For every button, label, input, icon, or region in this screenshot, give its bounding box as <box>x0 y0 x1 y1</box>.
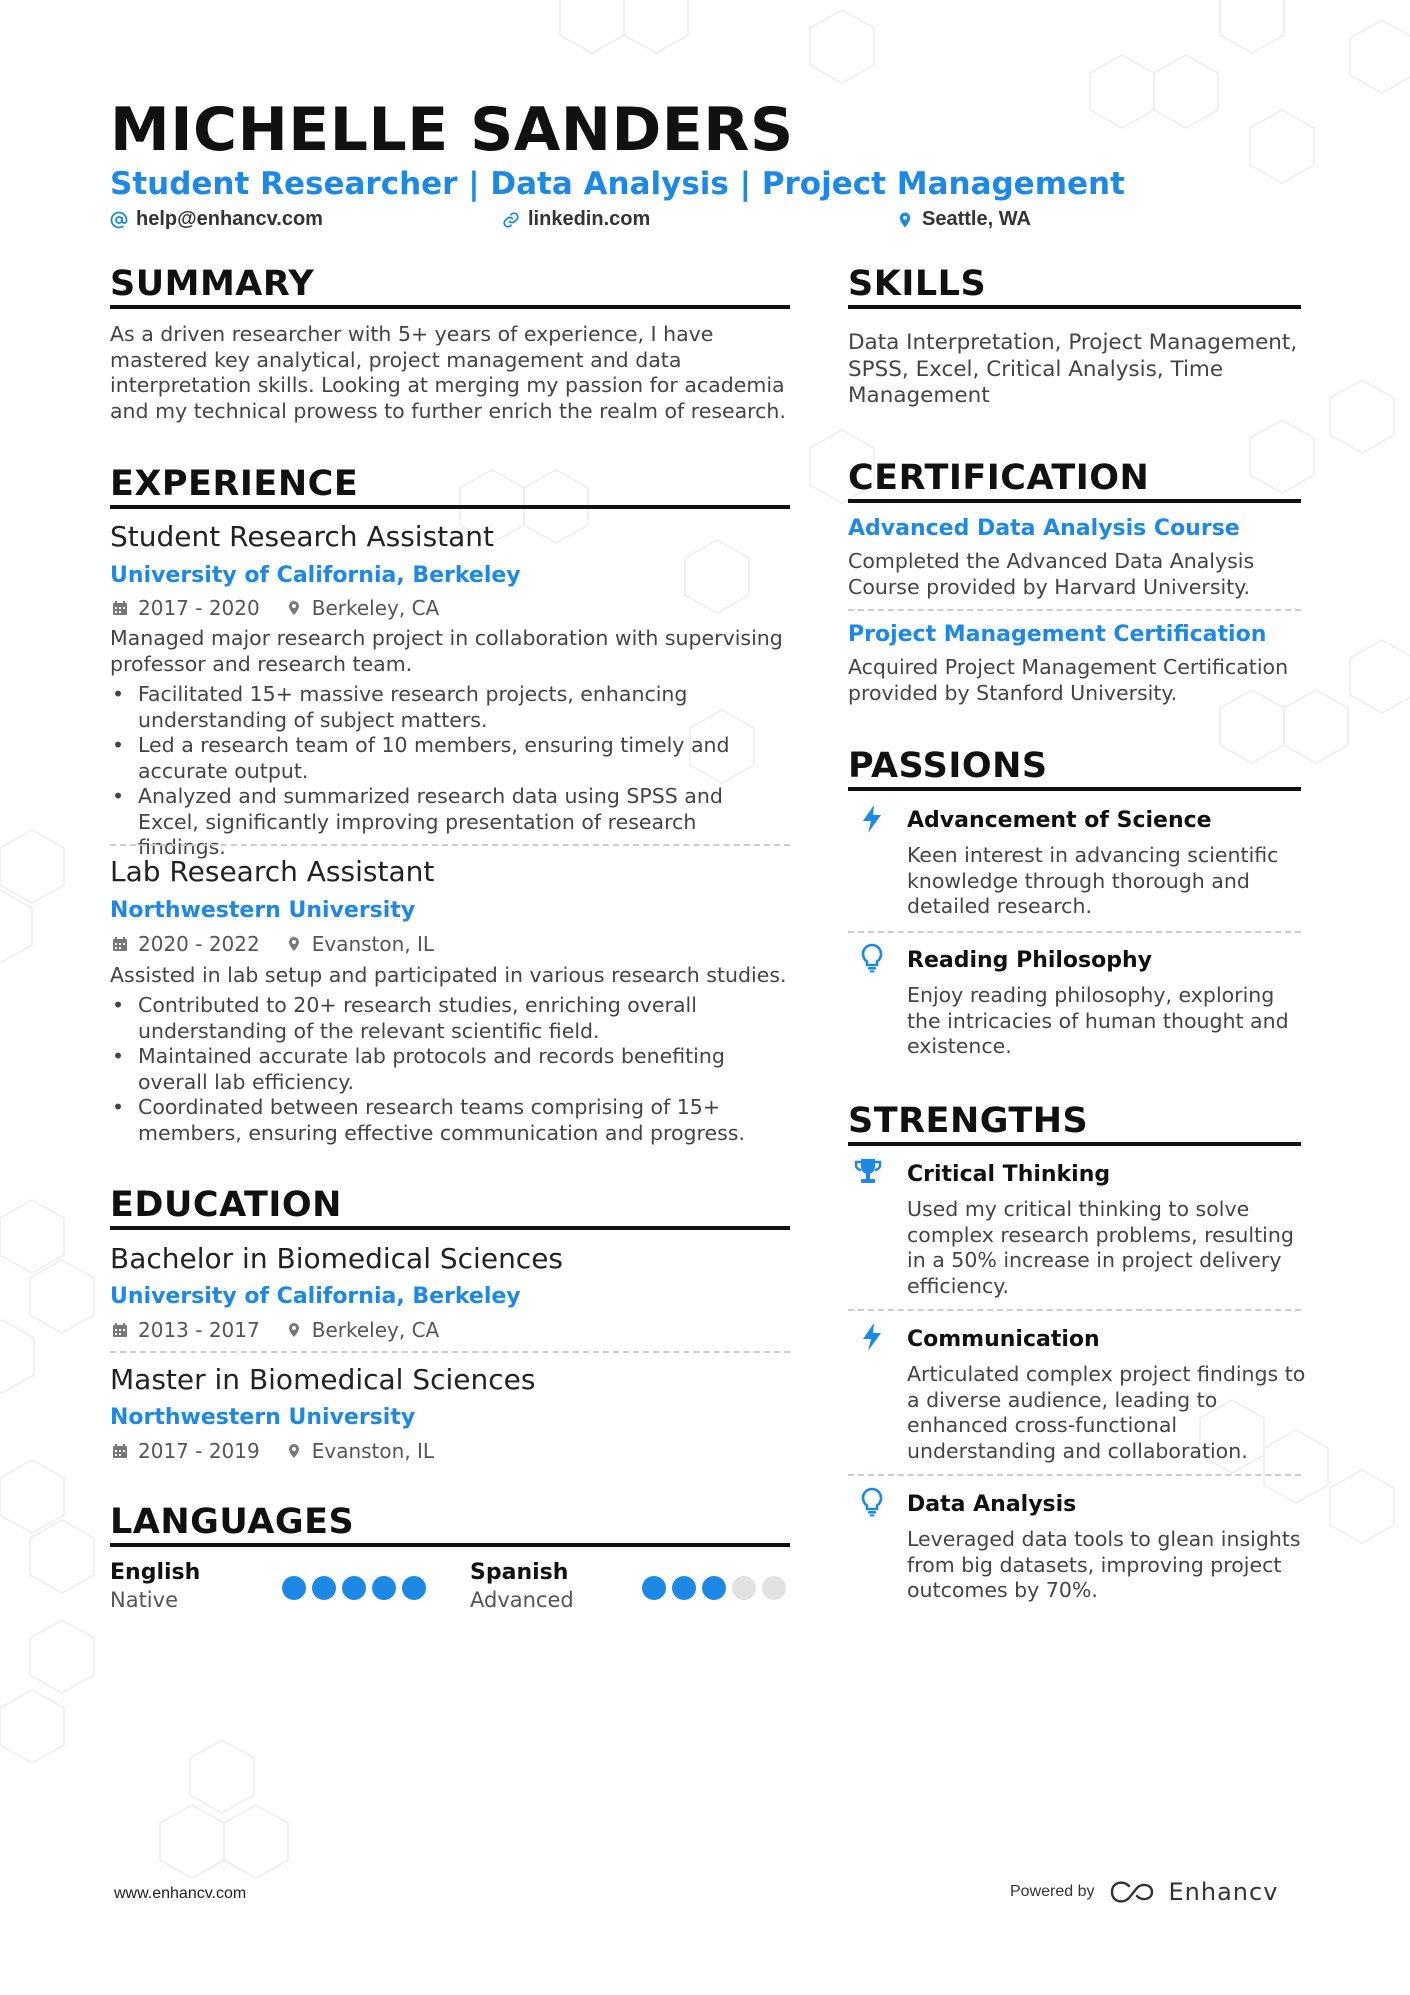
certification-title: CERTIFICATION <box>848 458 1150 498</box>
education-location: Berkeley, CA <box>311 1318 440 1342</box>
experience-dates: 2020 - 2022 <box>138 932 260 956</box>
location-contact <box>896 208 1031 231</box>
calendar-icon <box>112 936 128 952</box>
language-name: English <box>110 1560 201 1585</box>
passions-title: PASSIONS <box>848 746 1048 786</box>
map-pin-icon <box>286 1322 302 1338</box>
education-dates: 2017 - 2019 <box>138 1439 260 1463</box>
calendar-icon <box>112 600 128 616</box>
map-pin-icon <box>286 600 302 616</box>
rating-dot-filled <box>672 1576 696 1600</box>
divider <box>110 1351 790 1353</box>
email-contact[interactable] <box>110 208 323 231</box>
rating-dot-filled <box>402 1576 426 1600</box>
rating-dot-empty <box>732 1576 756 1600</box>
experience-bullets <box>110 682 790 861</box>
skills-rule <box>848 305 1301 309</box>
summary-title: SUMMARY <box>110 264 315 304</box>
passions-rule <box>848 787 1301 791</box>
experience-rule <box>110 505 790 509</box>
map-pin-icon <box>286 1443 302 1459</box>
education-meta <box>112 1439 434 1463</box>
strength-title: Communication <box>907 1327 1100 1352</box>
language-level: Native <box>110 1588 178 1612</box>
education-degree: Master in Biomedical Sciences <box>110 1363 536 1396</box>
rating-dot-filled <box>702 1576 726 1600</box>
rating-dot-filled <box>342 1576 366 1600</box>
languages-rule <box>110 1543 790 1547</box>
location-text: Seattle, WA <box>922 208 1031 230</box>
passion-title: Reading Philosophy <box>907 948 1153 973</box>
calendar-icon <box>112 1443 128 1459</box>
language-rating <box>282 1576 426 1600</box>
education-meta <box>112 1318 439 1342</box>
link-icon <box>502 211 520 229</box>
language-level: Advanced <box>470 1588 574 1612</box>
passion-text: Enjoy reading philosophy, exploring the intricacies of human thought and existence. <box>907 983 1289 1058</box>
rating-dot-filled <box>372 1576 396 1600</box>
certification-item-text: Completed the Advanced Data Analysis Course provided by Harvard University. <box>848 549 1255 599</box>
powered-by-text: Powered by <box>1010 1883 1095 1900</box>
language-rating <box>642 1576 786 1600</box>
skills-text: Data Interpretation, Project Management, SPSS, Excel, Critical Analysis, Time Management <box>848 330 1298 408</box>
experience-location: Berkeley, CA <box>311 596 440 620</box>
strengths-title: STRENGTHS <box>848 1101 1089 1141</box>
divider <box>848 1474 1301 1476</box>
rating-dot-filled <box>642 1576 666 1600</box>
certification-item-text: Acquired Project Management Certification provided by Stanford University. <box>848 655 1289 705</box>
strength-title: Data Analysis <box>907 1492 1077 1517</box>
bullet-item: • Led a research team of 10 members, ensuring timely and accurate output. <box>110 733 790 784</box>
strength-text: Articulated complex project findings to a diverse audience, leading to enhanced cross-functional understanding and collaboration. <box>907 1362 1306 1463</box>
experience-description: Managed major research project in collaboration with supervising professor and research team. <box>110 626 783 676</box>
education-dates: 2013 - 2017 <box>138 1318 260 1342</box>
strengths-rule <box>848 1142 1301 1146</box>
bullet-item: • Facilitated 15+ massive research projects, enhancing understanding of subject matters. <box>110 682 790 733</box>
lightning-icon <box>856 1321 888 1353</box>
divider <box>848 609 1301 611</box>
strength-title: Critical Thinking <box>907 1162 1111 1187</box>
passion-text: Keen interest in advancing scientific knowledge through thorough and detailed research. <box>907 843 1279 918</box>
education-title: EDUCATION <box>110 1185 342 1225</box>
footer-website[interactable]: www.enhancv.com <box>114 1885 247 1902</box>
experience-meta <box>112 596 439 620</box>
experience-bullets <box>110 993 790 1146</box>
at-icon <box>110 211 128 229</box>
brand-name: Enhancv <box>1168 1878 1279 1906</box>
strength-text: Used my critical thinking to solve complex research problems, resulting in a 50% increase in project delivery efficiency. <box>907 1197 1294 1298</box>
education-rule <box>110 1226 790 1230</box>
education-degree: Bachelor in Biomedical Sciences <box>110 1242 564 1275</box>
lightning-icon <box>856 803 888 835</box>
strength-text: Leveraged data tools to glean insights from big datasets, improving project outcomes by 70%. <box>907 1527 1301 1602</box>
experience-role: Lab Research Assistant <box>110 855 435 888</box>
experience-org: Northwestern University <box>110 898 416 923</box>
calendar-icon <box>112 1322 128 1338</box>
languages-title: LANGUAGES <box>110 1502 355 1542</box>
certification-rule <box>848 499 1301 503</box>
rating-dot-filled <box>312 1576 336 1600</box>
experience-dates: 2017 - 2020 <box>138 596 260 620</box>
education-location: Evanston, IL <box>311 1439 435 1463</box>
divider <box>110 844 790 846</box>
trophy-icon <box>852 1156 884 1188</box>
divider <box>848 931 1301 933</box>
experience-role: Student Research Assistant <box>110 520 495 553</box>
footer-branding <box>1010 1878 1278 1906</box>
enhancv-logo-icon <box>1109 1880 1155 1904</box>
candidate-name: MICHELLE SANDERS <box>110 95 794 165</box>
lightbulb-icon <box>856 1486 888 1518</box>
lightbulb-icon <box>856 942 888 974</box>
summary-rule <box>110 305 790 309</box>
bullet-item: • Coordinated between research teams comprising of 15+ members, ensuring effective communication and progress. <box>110 1095 790 1146</box>
rating-dot-filled <box>282 1576 306 1600</box>
rating-dot-empty <box>762 1576 786 1600</box>
linkedin-contact[interactable] <box>502 208 650 231</box>
bullet-item: • Analyzed and summarized research data using SPSS and Excel, significantly improving presentation of research findings. <box>110 784 790 861</box>
email-text: help@enhancv.com <box>136 208 323 230</box>
education-org: University of California, Berkeley <box>110 1284 521 1309</box>
language-name: Spanish <box>470 1560 569 1585</box>
education-org: Northwestern University <box>110 1405 416 1430</box>
map-pin-icon <box>896 211 914 229</box>
experience-org: University of California, Berkeley <box>110 563 521 588</box>
skills-title: SKILLS <box>848 264 987 304</box>
certification-item-title: Advanced Data Analysis Course <box>848 516 1240 541</box>
linkedin-text: linkedin.com <box>528 208 651 230</box>
summary-text: As a driven researcher with 5+ years of experience, I have mastered key analytical, project management and data interpretation skills. Looking at merging my passion for academia and my technical prowess to further enrich the realm of research. <box>110 322 786 423</box>
divider <box>848 1309 1301 1311</box>
experience-title: EXPERIENCE <box>110 464 359 504</box>
experience-location: Evanston, IL <box>311 932 435 956</box>
certification-item-title: Project Management Certification <box>848 622 1267 647</box>
headline: Student Researcher | Data Analysis | Project Management <box>110 166 1125 202</box>
passion-title: Advancement of Science <box>907 808 1212 833</box>
experience-description: Assisted in lab setup and participated in various research studies. <box>110 963 787 987</box>
bullet-item: • Contributed to 20+ research studies, enriching overall understanding of the relevant scientific field. <box>110 993 790 1044</box>
experience-meta <box>112 932 434 956</box>
map-pin-icon <box>286 936 302 952</box>
bullet-item: • Maintained accurate lab protocols and records benefiting overall lab efficiency. <box>110 1044 790 1095</box>
